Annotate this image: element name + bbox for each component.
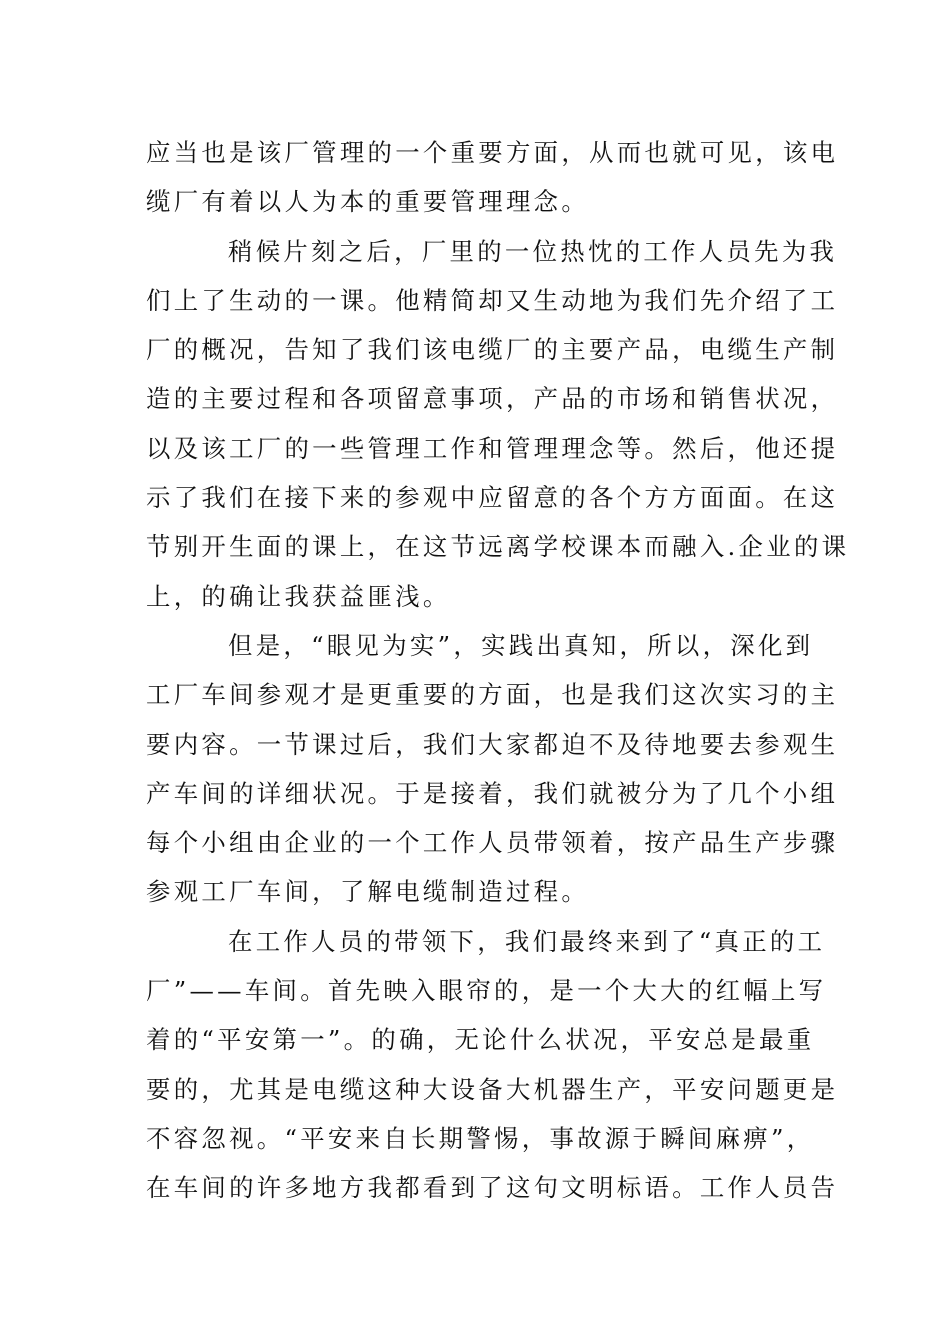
text-line: 上，的确让我获益匪浅。 — [146, 581, 451, 611]
paragraph-start-line: 稍候片刻之后，厂里的一位热忱的工作人员先为我 — [228, 236, 838, 266]
text-line: 造的主要过程和各项留意事项，产品的市场和销售状况， — [146, 384, 839, 414]
text-line: 厂的概况，告知了我们该电缆厂的主要产品，电缆生产制 — [146, 335, 839, 365]
text-line: 要内容。一节课过后，我们大家都迫不及待地要去参观生 — [146, 729, 839, 759]
text-line: 节别开生面的课上，在这节远离学校课本而融入.企业的课 — [146, 532, 850, 562]
text-line: 缆厂有着以人为本的重要管理理念。 — [146, 187, 590, 217]
text-line: 们上了生动的一课。他精简却又生动地为我们先介绍了工 — [146, 285, 839, 315]
paragraph-start-line: 在工作人员的带领下，我们最终来到了“真正的工 — [228, 926, 826, 956]
text-line: 产车间的详细状况。于是接着，我们就被分为了几个小组 — [146, 778, 839, 808]
text-line: 厂”——车间。首先映入眼帘的，是一个大大的红幅上写 — [146, 976, 827, 1006]
text-line: 参观工厂车间，了解电缆制造过程。 — [146, 877, 590, 907]
text-line: 以及该工厂的一些管理工作和管理理念等。然后，他还提 — [146, 433, 839, 463]
text-line: 示了我们在接下来的参观中应留意的各个方方面面。在这 — [146, 483, 839, 513]
text-line: 着的“平安第一”。的确，无论什么状况，平安总是最重 — [146, 1025, 815, 1055]
text-line: 应当也是该厂管理的一个重要方面，从而也就可见，该电 — [146, 138, 839, 167]
text-line: 工厂车间参观才是更重要的方面，也是我们这次实习的主 — [146, 680, 839, 710]
text-line: 不容忽视。“平安来自长期警惕，事故源于瞬间麻痹”， — [146, 1123, 815, 1153]
text-line: 在车间的许多地方我都看到了这句文明标语。工作人员告 — [146, 1173, 839, 1203]
paragraph-start-line: 但是，“眼见为实”，实践出真知，所以，深化到 — [228, 630, 814, 660]
body-text — [146, 128, 850, 1213]
text-line: 要的，尤其是电缆这种大设备大机器生产，平安问题更是 — [146, 1074, 839, 1104]
text-line: 每个小组由企业的一个工作人员带领着，按产品生产步骤 — [146, 828, 839, 858]
